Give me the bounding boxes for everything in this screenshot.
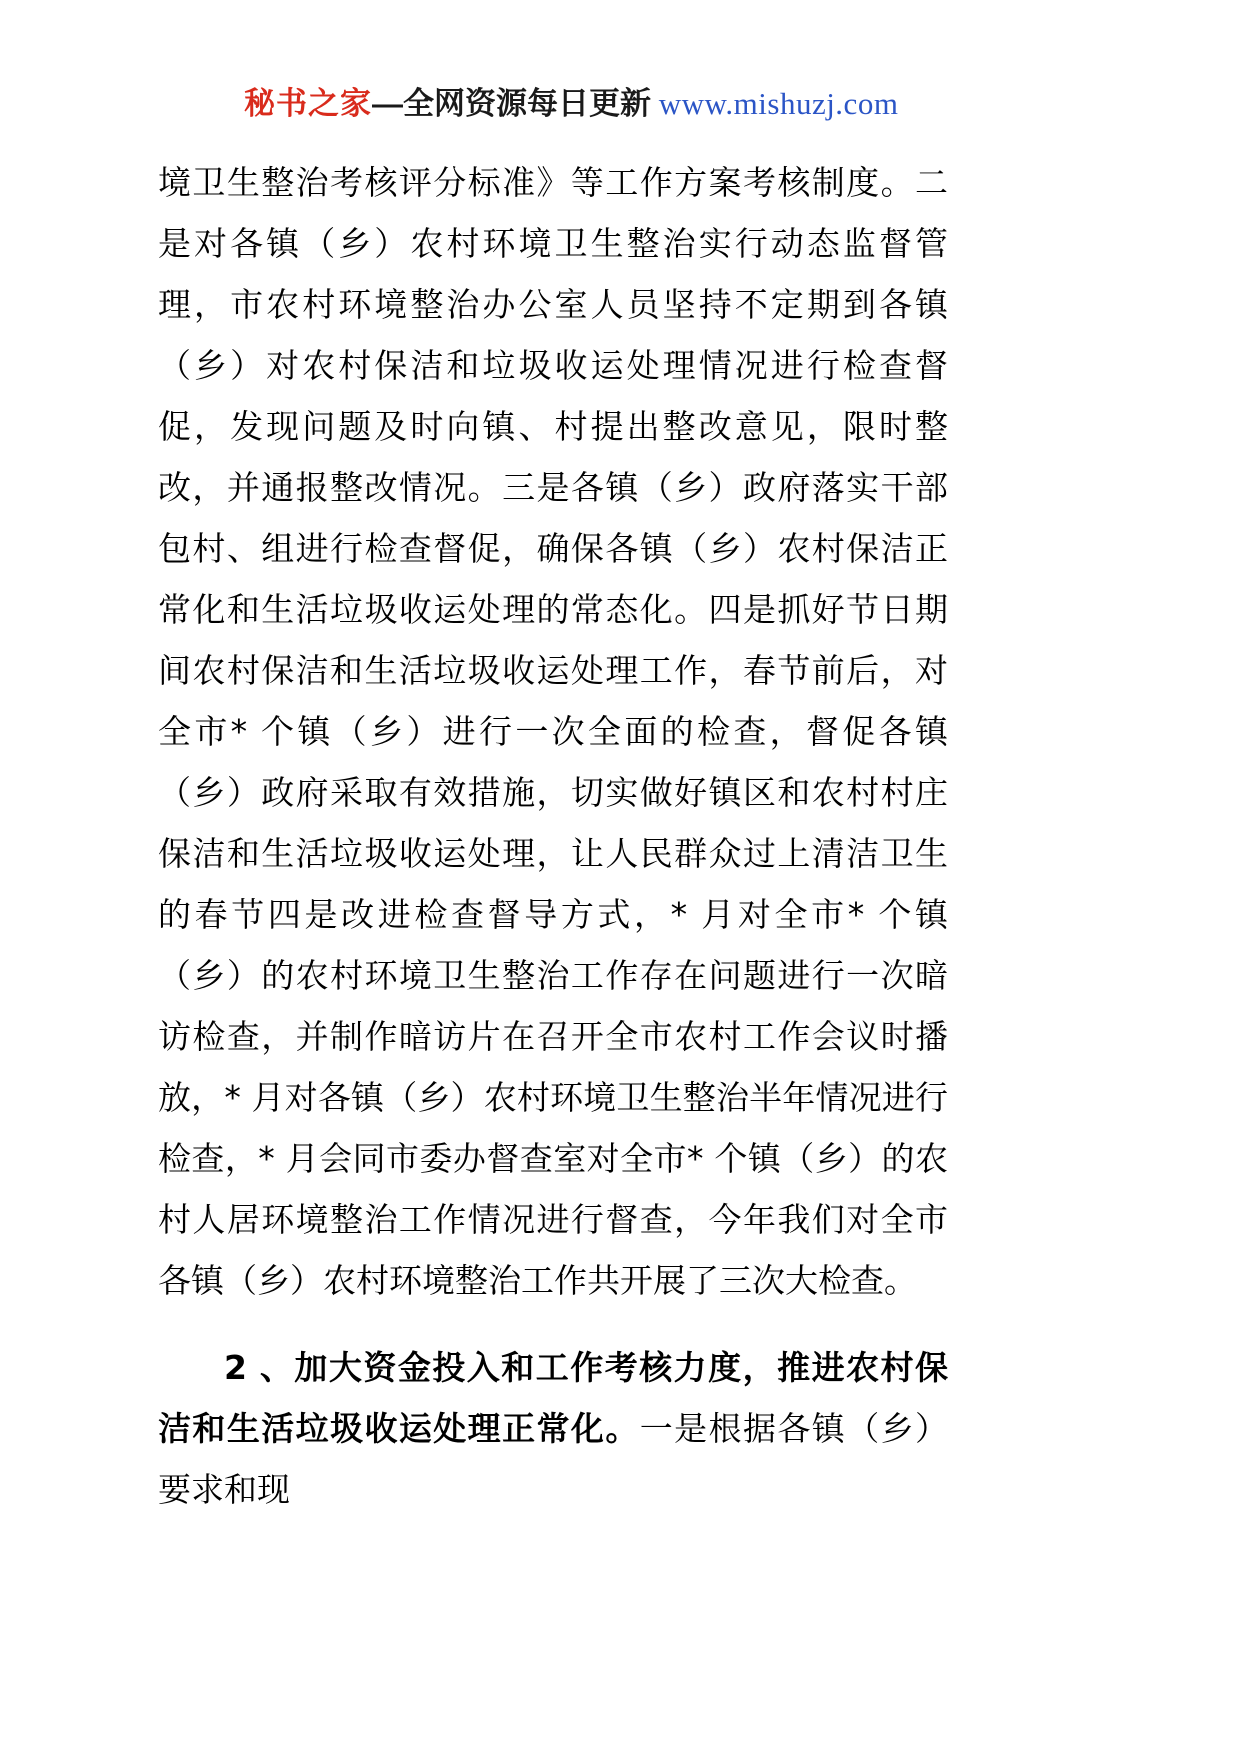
paragraph-2-heading: 2 、加大资金投入和工作考核力度，推进农村保洁和生活垃圾收运处理正常化。	[158, 1348, 948, 1448]
document-body	[158, 152, 948, 1520]
site-tagline: —全网资源每日更新	[372, 86, 651, 121]
paragraph-2-text: 一是根据各镇（乡）要求和现	[158, 1409, 949, 1509]
site-watermark-header	[244, 82, 1004, 126]
site-url[interactable]: www.mishuzj.com	[658, 86, 899, 121]
site-brand-name: 秘书之家	[244, 86, 372, 121]
paragraph-1: 境卫生整治考核评分标准》等工作方案考核制度。二是对各镇（乡）农村环境卫生整治实行动态监督管理，市农村环境整治办公室人员坚持不定期到各镇（乡）对农村保洁和垃圾收运处理情况进行检查督促，发现问题及时向镇、村提出整改意见，限时整改，并通报整改情况。三是各镇（乡）政府落实干部包村、组进行检查督促，确保各镇（乡）农村保洁正常化和生活垃圾收运处理的常态化。四是抓好节日期间农村保洁和生活垃圾收运处理工作，春节前后，对全市* 个镇（乡）进行一次全面的检查，督促各镇（乡）政府采取有效措施，切实做好镇区和农村村庄保洁和生活垃圾收运处理，让人民群众过上清洁卫生的春节四是改进检查督导方式，* 月对全市* 个镇（乡）的农村环境卫生整治工作存在问题进行一次暗访检查，并制作暗访片在召开全市农村工作会议时播放，* 月对各镇（乡）农村环境卫生整治半年情况进行检查，* 月会同市委办督查室对全市* 个镇（乡）的农村人居环境整治工作情况进行督查，今年我们对全市各镇（乡）农村环境整治工作共开展了三次大检查。	[158, 163, 948, 1300]
paragraph-2	[158, 1337, 948, 1520]
